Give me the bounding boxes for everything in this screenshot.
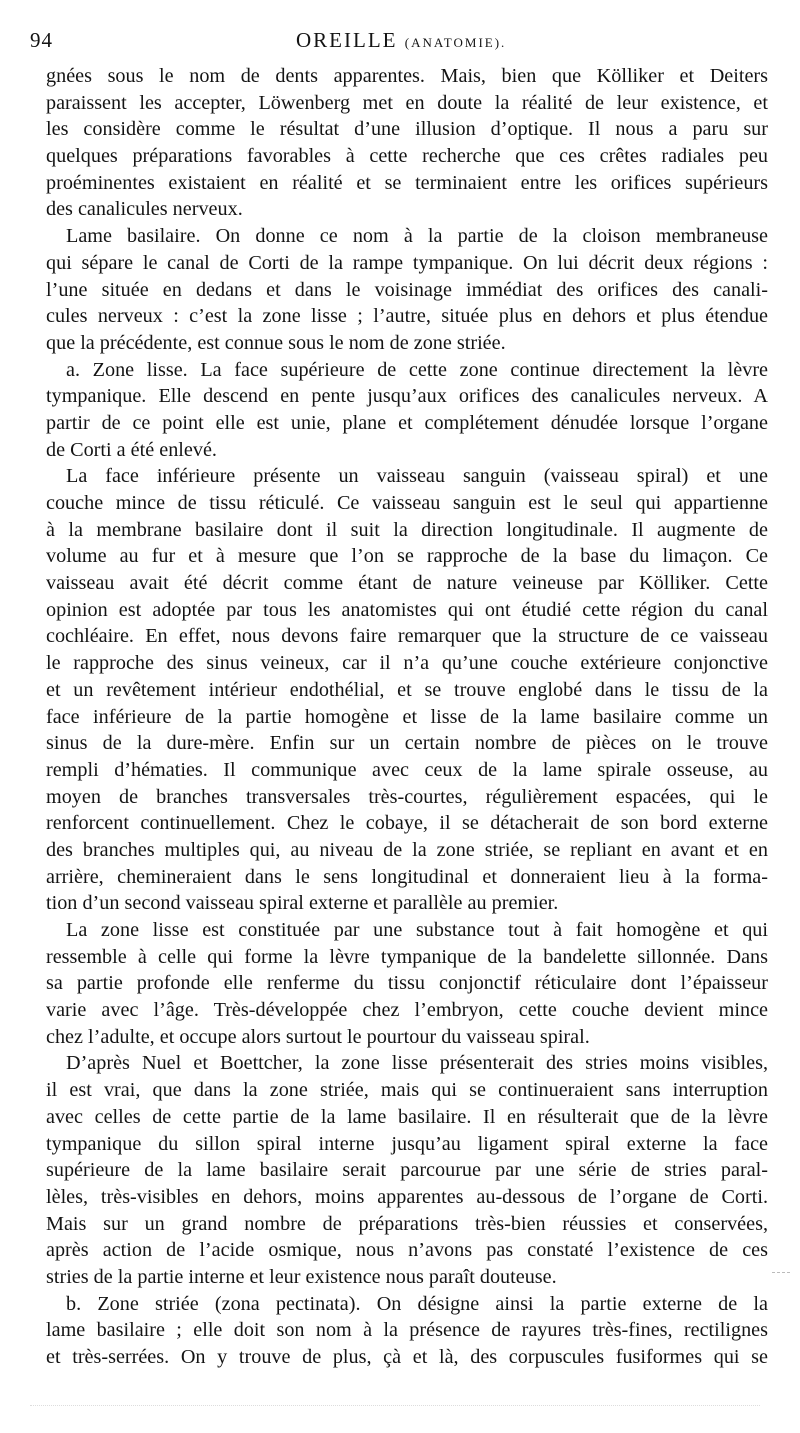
text-line: des branches multiples qui, au niveau de la zone striée, se repliant en avant et en (46, 838, 768, 861)
body-text (46, 63, 768, 1371)
text-line: cules nerveux : c’est la zone lisse ; l’autre, située plus en dehors et plus étendue (46, 305, 768, 328)
text-line: il est vrai, que dans la zone striée, mais qui se continueraient sans interruption (46, 1079, 768, 1102)
text-line: renforcent continuellement. Chez le cobaye, il se détacherait de son bord externe (46, 812, 768, 835)
text-line: l’une située en dedans et dans le voisinage immédiat des orifices des canali- (46, 278, 768, 301)
text-line: couche mince de tissu réticulé. Ce vaisseau sanguin est le seul qui appartienne (46, 492, 768, 514)
text-line: moyen de branches transversales très-courtes, régulièrement espacées, qui le (46, 785, 768, 808)
text-line: avec celles de cette partie de la lame basilaire. Il en résulterait que de la lèvre (46, 1105, 768, 1128)
running-title-sub: (ANATOMIE). (404, 35, 507, 50)
text-line: La zone lisse est constituée par une substance tout à fait homogène et qui (66, 919, 768, 941)
text-line: La face inférieure présente un vaisseau sanguin (vaisseau spiral) et une (66, 465, 768, 488)
margin-mark (772, 1272, 790, 1274)
text-line: et très-serrées. On y trouve de plus, çà et là, des corpuscules fusiformes qui se (46, 1346, 768, 1368)
text-line: chez l’adulte, et occupe alors surtout le pourtour du vaisseau spiral. (46, 1025, 590, 1048)
running-header (0, 28, 800, 58)
page-number: 94 (30, 28, 53, 52)
text-line: qui sépare le canal de Corti de la rampe tympanique. On lui décrit deux régions : (46, 251, 768, 274)
text-line: vaisseau avait été décrit comme étant de nature veineuse par Kölliker. Cette (46, 572, 768, 595)
text-line: cochléaire. En effet, nous devons faire remarquer que la structure de ce vaisseau (46, 625, 768, 648)
text-line: à la membrane basilaire dont il suit la direction longitudinale. Il augmente de (46, 518, 768, 541)
text-line: ressemble à celle qui forme la lèvre tympanique de la bandelette sillonnée. Dans (46, 945, 768, 968)
text-line: lèles, très-visibles en dehors, moins apparentes au-dessous de l’organe de Corti. (46, 1185, 768, 1208)
text-line: que la précédente, est connue sous le nom de zone striée. (46, 331, 506, 354)
text-line: D’après Nuel et Boettcher, la zone lisse présenterait des stries moins visibles, (66, 1052, 768, 1075)
running-title (296, 28, 506, 53)
text-line: et un revêtement intérieur endothélial, et se trouve englobé dans le tissu de la (46, 678, 768, 701)
text-line: rempli d’hématies. Il communique avec ceux de la lame spirale osseuse, au (46, 758, 768, 781)
text-line: paraissent les accepter, Löwenberg met en doute la réalité de leur existence, et (46, 91, 768, 114)
text-line: gnées sous le nom de dents apparentes. Mais, bien que Kölliker et Deiters (46, 65, 768, 87)
text-line: supérieure de la lame basilaire serait parcourue par une série de stries paral- (46, 1159, 768, 1182)
text-line: lame basilaire ; elle doit son nom à la présence de rayures très-fines, rectilignes (46, 1319, 768, 1342)
text-line: le rapproche des sinus veineux, car il n’a qu’une couche extérieure conjonctive (46, 652, 768, 675)
text-line: b. Zone striée (zona pectinata). On désigne ainsi la partie externe de la (66, 1292, 768, 1315)
text-line: sa partie profonde elle renferme du tissu conjonctif réticulaire dont l’épaisseur (46, 972, 768, 995)
text-line: varie avec l’âge. Très-développée chez l’embryon, cette couche devient mince (46, 999, 768, 1022)
text-line: stries de la partie interne et leur existence nous paraît douteuse. (46, 1265, 557, 1288)
page-bottom-edge (30, 1405, 760, 1408)
text-line: les considère comme le résultat d’une illusion d’optique. Il nous a paru sur (46, 118, 768, 141)
text-line: tympanique du sillon spiral interne jusqu’au ligament spiral externe la face (46, 1132, 768, 1155)
text-line: après action de l’acide osmique, nous n’avons pas constaté l’existence de ces (46, 1239, 768, 1262)
text-line: quelques préparations favorables à cette recherche que ces crêtes radiales peu (46, 145, 768, 168)
text-line: tion d’un second vaisseau spiral externe et parallèle au premier. (46, 892, 559, 915)
text-line: face inférieure de la partie homogène et lisse de la lame basilaire comme un (46, 705, 768, 728)
text-line: sinus de la dure-mère. Enfin sur un certain nombre de pièces on le trouve (46, 732, 768, 755)
text-line: tympanique. Elle descend en pente jusqu’aux orifices des canalicules nerveux. A (46, 385, 768, 408)
text-line: partir de ce point elle est unie, plane et complétement dénudée lorsque l’organe (46, 411, 768, 434)
text-line: des canalicules nerveux. (46, 198, 243, 221)
text-line: de Corti a été enlevé. (46, 438, 217, 461)
text-line: arrière, chemineraient dans le sens longitudinal et donneraient lieu à la forma- (46, 865, 768, 888)
text-line: a. Zone lisse. La face supérieure de cette zone continue directement la lèvre (66, 358, 768, 381)
text-line: opinion est adoptée par tous les anatomistes qui ont étudié cette région du canal (46, 598, 768, 621)
text-line: Lame basilaire. On donne ce nom à la partie de la cloison membraneuse (66, 225, 768, 248)
text-line: volume au fur et à mesure que l’on se rapproche de la base du limaçon. Ce (46, 545, 768, 568)
running-title-main: OREILLE (296, 28, 398, 52)
text-line: Mais sur un grand nombre de préparations très-bien réussies et conservées, (46, 1212, 768, 1235)
text-line: proéminentes existaient en réalité et se terminaient entre les orifices supérieurs (46, 171, 768, 194)
